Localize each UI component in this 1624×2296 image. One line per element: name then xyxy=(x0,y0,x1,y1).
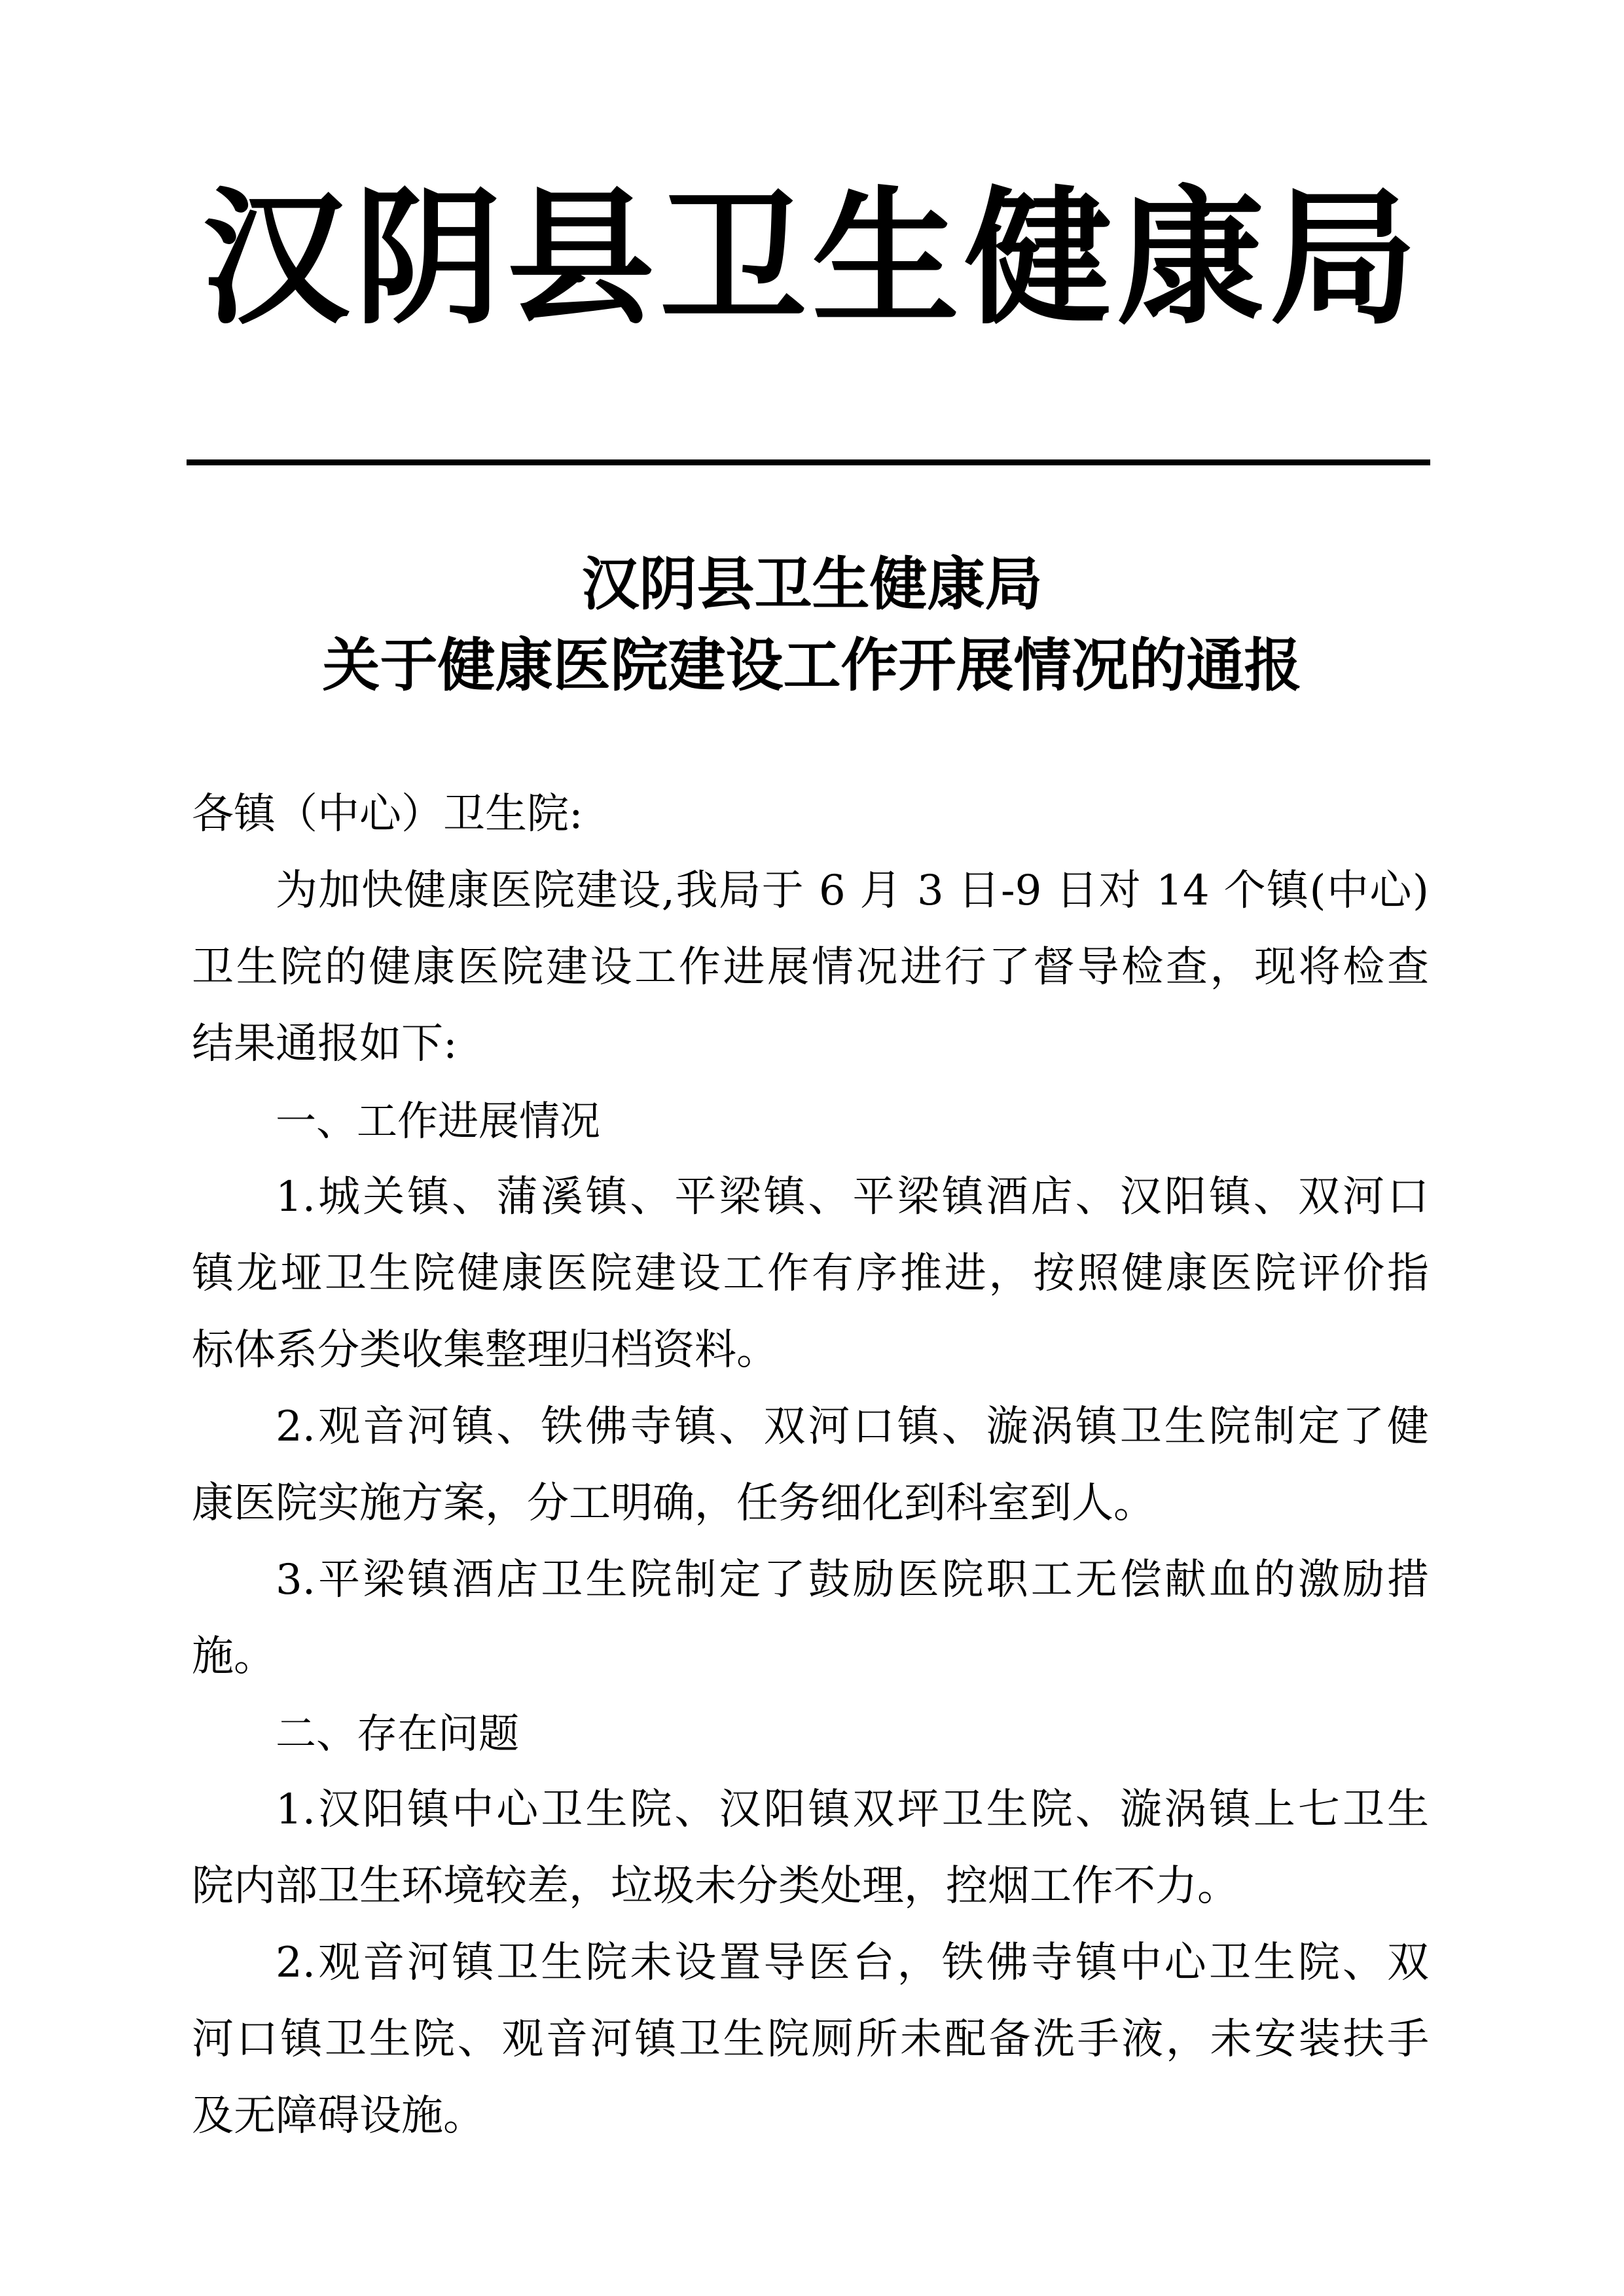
paragraph-line: 2.观音河镇、铁佛寺镇、双河口镇、漩涡镇卫生院制定了健 xyxy=(276,1403,1429,1451)
paragraph-line: 施。 xyxy=(192,1632,276,1681)
paragraph-line: 康医院实施方案，分工明确，任务细化到科室到人。 xyxy=(192,1479,1155,1528)
paragraph-line: 镇龙垭卫生院健康医院建设工作有序推进，按照健康医院评价指 xyxy=(192,1249,1429,1298)
paragraph-line: 1.城关镇、蒲溪镇、平梁镇、平梁镇酒店、汉阳镇、双河口 xyxy=(276,1173,1429,1221)
paragraph-line: 及无障碍设施。 xyxy=(192,2092,485,2140)
section-heading-progress: 一、工作进展情况 xyxy=(276,1097,601,1145)
paragraph-line: 院内部卫生环境较差，垃圾未分类处理，控烟工作不力。 xyxy=(192,1862,1239,1910)
intro-line: 卫生院的健康医院建设工作进展情况进行了督导检查，现将检查 xyxy=(192,943,1429,992)
section-heading-problems: 二、存在问题 xyxy=(276,1710,520,1757)
title-line-1: 汉阴县卫生健康局 xyxy=(581,550,1043,618)
title-line-2: 关于健康医院建设工作开展情况的通报 xyxy=(322,631,1302,699)
intro-line: 结果通报如下: xyxy=(192,1020,458,1068)
intro-line: 为加快健康医院建设,我局于 6 月 3 日-9 日对 14 个镇(中心) xyxy=(276,867,1429,915)
paragraph-line: 1.汉阳镇中心卫生院、汉阳镇双坪卫生院、漩涡镇上七卫生 xyxy=(276,1785,1429,1834)
paragraph-line: 标体系分类收集整理归档资料。 xyxy=(192,1326,778,1374)
paragraph-line: 2.观音河镇卫生院未设置导医台，铁佛寺镇中心卫生院、双 xyxy=(276,1939,1429,1987)
org-header-title: 汉阴县卫生健康局 xyxy=(202,172,1422,345)
document-title xyxy=(0,543,1624,706)
paragraph-line: 3.平梁镇酒店卫生院制定了鼓励医院职工无偿献血的激励措 xyxy=(276,1556,1429,1604)
salutation: 各镇（中心）卫生院: xyxy=(192,790,583,838)
document-body xyxy=(192,776,1429,2155)
header-divider xyxy=(187,459,1430,465)
paragraph-line: 河口镇卫生院、观音河镇卫生院厕所未配备洗手液，未安装扶手 xyxy=(192,2015,1429,2064)
